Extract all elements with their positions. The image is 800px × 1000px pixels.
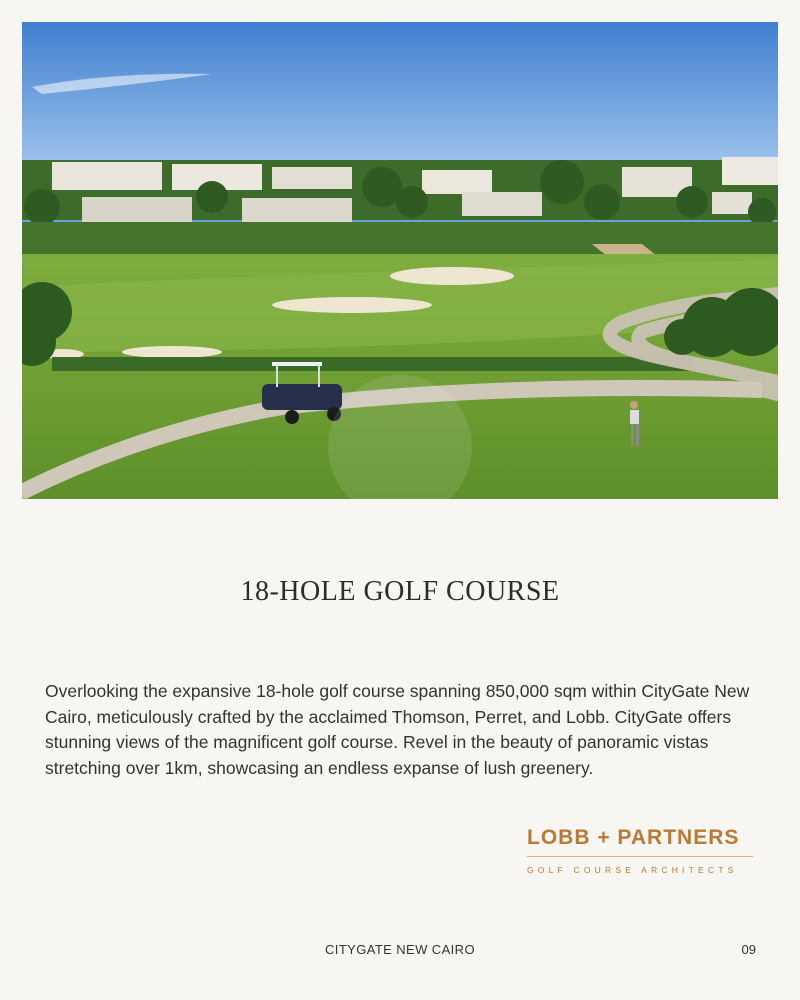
logo-name: LOBB + PARTNERS (527, 826, 740, 849)
page-title: 18-HOLE GOLF COURSE (240, 576, 560, 607)
footer-project-name: CITYGATE NEW CAIRO (325, 942, 475, 957)
logo-tagline: GOLF COURSE ARCHITECTS (527, 865, 738, 875)
golf-course-illustration (22, 22, 778, 499)
hero-photo (22, 22, 778, 499)
footer-page-number: 09 (741, 942, 756, 957)
page-description: Overlooking the expansive 18-hole golf course spanning 850,000 sqm within CityGate New Cairo, meticulously crafted by the acclaimed Thomson, Perret, and Lobb. CityGate offers stunning views of the magnificent golf course. Revel in the beauty of panoramic vistas stretching over 1km, showcasing an endless expanse of lush greenery. (45, 681, 750, 778)
logo-divider (527, 856, 753, 857)
architect-logo (527, 826, 753, 875)
villas-skyline (22, 157, 778, 226)
